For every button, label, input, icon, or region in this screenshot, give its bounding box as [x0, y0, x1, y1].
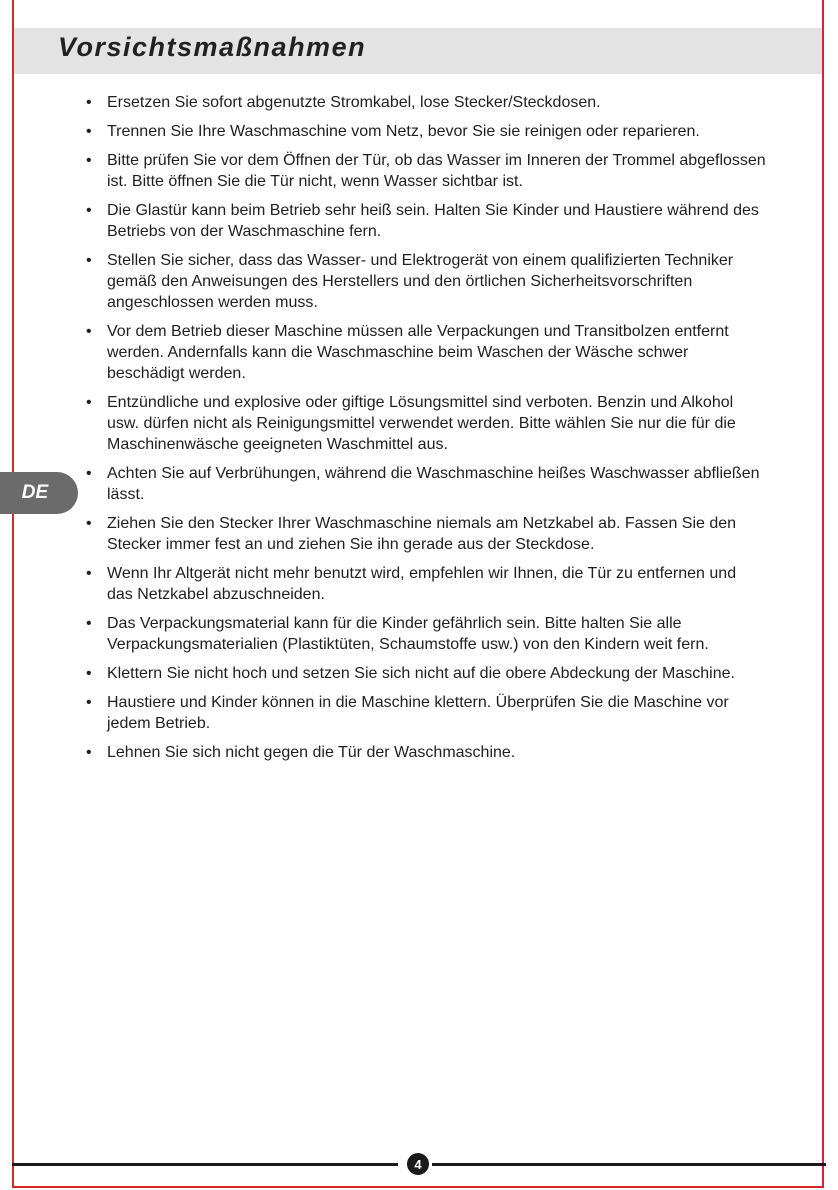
bullet-icon: •	[86, 152, 92, 169]
list-item	[86, 742, 766, 763]
bullet-icon: •	[86, 515, 92, 532]
list-item	[86, 613, 766, 655]
list-item-text: Stellen Sie sicher, dass das Wasser- und Elektrogerät von einem qualifizierten Techniker gemäß den Anweisungen des Herstellers und den örtlichen Sicherheitsvorschriften angeschlossen werden muss.	[107, 252, 734, 311]
list-item	[86, 121, 766, 142]
precautions-list	[86, 92, 766, 771]
bullet-icon: •	[86, 323, 92, 340]
list-item-text: Entzündliche und explosive oder giftige Lösungsmittel sind verboten. Benzin und Alkohol usw. dürfen nicht als Reinigungsmittel verwendet werden. Bitte wählen Sie nur die für die Maschinenwäsche geeigneten Waschmittel aus.	[107, 394, 736, 453]
bullet-icon: •	[86, 465, 92, 482]
list-item-text: Lehnen Sie sich nicht gegen die Tür der Waschmaschine.	[107, 744, 516, 761]
list-item	[86, 150, 766, 192]
list-item	[86, 692, 766, 734]
bullet-icon: •	[86, 394, 92, 411]
list-item	[86, 250, 766, 313]
list-item-text: Die Glastür kann beim Betrieb sehr heiß sein. Halten Sie Kinder und Haustiere während des Betriebs von der Waschmaschine fern.	[107, 202, 759, 240]
list-item	[86, 463, 766, 505]
list-item-text: Bitte prüfen Sie vor dem Öffnen der Tür, ob das Wasser im Inneren der Trommel abgeflossen ist. Bitte öffnen Sie die Tür nicht, wenn Wasser sichtbar ist.	[107, 152, 766, 190]
list-item	[86, 663, 766, 684]
bullet-icon: •	[86, 202, 92, 219]
list-item	[86, 92, 766, 113]
list-item	[86, 392, 766, 455]
list-item	[86, 321, 766, 384]
footer-rule-right	[432, 1163, 826, 1166]
page-number: 4	[407, 1153, 429, 1175]
list-item	[86, 200, 766, 242]
language-tab	[0, 472, 78, 514]
list-item-text: Das Verpackungsmaterial kann für die Kinder gefährlich sein. Bitte halten Sie alle Verpackungsmaterialien (Plastiktüten, Schaumstoffe usw.) von den Kindern weit fern.	[107, 615, 709, 653]
list-item-text: Haustiere und Kinder können in die Maschine klettern. Überprüfen Sie die Maschine vor jedem Betrieb.	[107, 694, 729, 732]
list-item-text: Trennen Sie Ihre Waschmaschine vom Netz, bevor Sie sie reinigen oder reparieren.	[107, 123, 700, 140]
list-item-text: Wenn Ihr Altgerät nicht mehr benutzt wird, empfehlen wir Ihnen, die Tür zu entfernen und das Netzkabel abzuschneiden.	[107, 565, 737, 603]
list-item-text: Achten Sie auf Verbrühungen, während die Waschmaschine heißes Waschwasser abfließen lässt.	[107, 465, 760, 503]
footer-rule-left	[12, 1163, 398, 1166]
list-item-text: Ziehen Sie den Stecker Ihrer Waschmaschine niemals am Netzkabel ab. Fassen Sie den Stecker immer fest an und ziehen Sie ihn gerade aus der Steckdose.	[107, 515, 737, 553]
list-item	[86, 563, 766, 605]
bullet-icon: •	[86, 665, 92, 682]
language-tab-label: DE	[21, 482, 49, 503]
page-title: Vorsichtsmaßnahmen	[58, 32, 367, 62]
bullet-icon: •	[86, 565, 92, 582]
list-item	[86, 513, 766, 555]
bullet-icon: •	[86, 615, 92, 632]
bullet-icon: •	[86, 123, 92, 140]
list-item-text: Klettern Sie nicht hoch und setzen Sie sich nicht auf die obere Abdeckung der Maschine.	[107, 665, 735, 682]
list-item-text: Vor dem Betrieb dieser Maschine müssen alle Verpackungen und Transitbolzen entfernt werden. Andernfalls kann die Waschmaschine beim Waschen der Wäsche schwer beschädigt werden.	[107, 323, 729, 382]
bullet-icon: •	[86, 744, 92, 761]
bullet-icon: •	[86, 694, 92, 711]
bullet-icon: •	[86, 252, 92, 269]
bullet-icon: •	[86, 94, 92, 111]
list-item-text: Ersetzen Sie sofort abgenutzte Stromkabel, lose Stecker/Steckdosen.	[107, 94, 601, 111]
